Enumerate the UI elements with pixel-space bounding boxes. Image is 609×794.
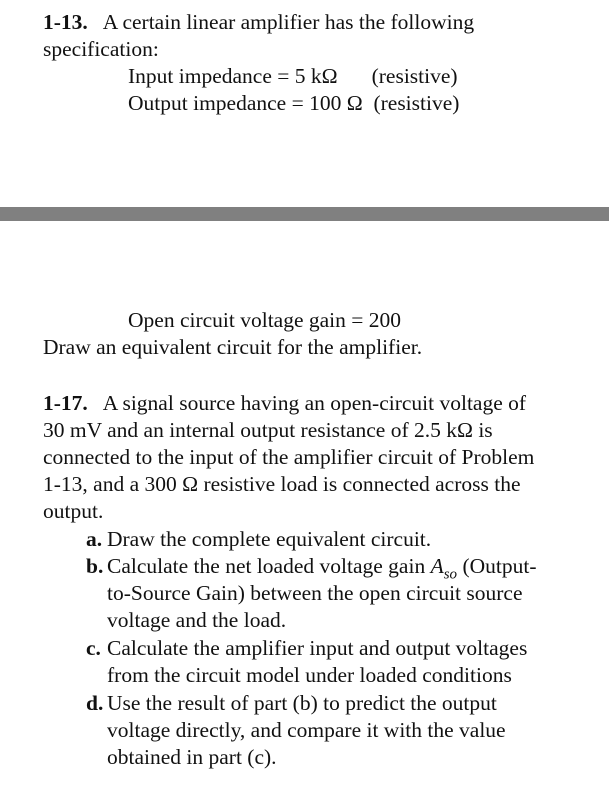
- page-divider: [0, 207, 609, 221]
- problem-text: output.: [43, 499, 104, 523]
- spec-value: Input impedance = 5 kΩ: [128, 64, 338, 88]
- part-c-text: from the circuit model under loaded conditions: [107, 663, 512, 687]
- problem-text: A signal source having an open-circuit voltage of: [102, 391, 527, 415]
- problem-task: Draw an equivalent circuit for the amplifier.: [43, 335, 423, 359]
- problem-1-13-line1: [43, 9, 474, 36]
- part-c-text: Calculate the amplifier input and output voltages: [107, 636, 528, 660]
- problem-text: 1-13, and a 300 Ω resistive load is connected across the: [43, 472, 521, 496]
- problem-1-17-line1: [43, 390, 526, 417]
- spec-note: (resistive): [371, 64, 458, 88]
- part-text: Calculate the net loaded voltage gain: [107, 554, 431, 578]
- spec-note: (resistive): [373, 91, 460, 115]
- spec-output-impedance: [128, 90, 459, 117]
- symbol-subscript: so: [443, 566, 458, 583]
- problem-text: 30 mV and an internal output resistance of 2.5 kΩ is: [43, 418, 493, 442]
- part-a-text: Draw the complete equivalent circuit.: [107, 527, 432, 551]
- part-b-text: to-Source Gain) between the open circuit source: [107, 581, 523, 605]
- gain-symbol: [430, 554, 458, 583]
- part-c-label: c.: [86, 636, 101, 660]
- part-text: (Output-: [457, 554, 537, 578]
- problem-number: 1-17.: [43, 391, 88, 415]
- symbol: A: [430, 554, 444, 578]
- spec-input-impedance: [128, 63, 458, 90]
- part-d-text: voltage directly, and compare it with the value: [107, 718, 506, 742]
- problem-text: connected to the input of the amplifier circuit of Problem: [43, 445, 535, 469]
- part-b-label: b.: [86, 554, 104, 578]
- problem-text: specification:: [43, 37, 159, 61]
- part-a-label: a.: [86, 527, 103, 551]
- part-d-text: obtained in part (c).: [107, 745, 277, 769]
- part-d-text: Use the result of part (b) to predict the output: [107, 691, 497, 715]
- problem-number: 1-13.: [43, 10, 88, 34]
- part-d-label: d.: [86, 691, 104, 715]
- problem-text: A certain linear amplifier has the following: [102, 10, 475, 34]
- spec-value: Output impedance = 100 Ω: [128, 91, 363, 115]
- part-b-text: voltage and the load.: [107, 608, 287, 632]
- spec-voltage-gain: Open circuit voltage gain = 200: [128, 308, 402, 332]
